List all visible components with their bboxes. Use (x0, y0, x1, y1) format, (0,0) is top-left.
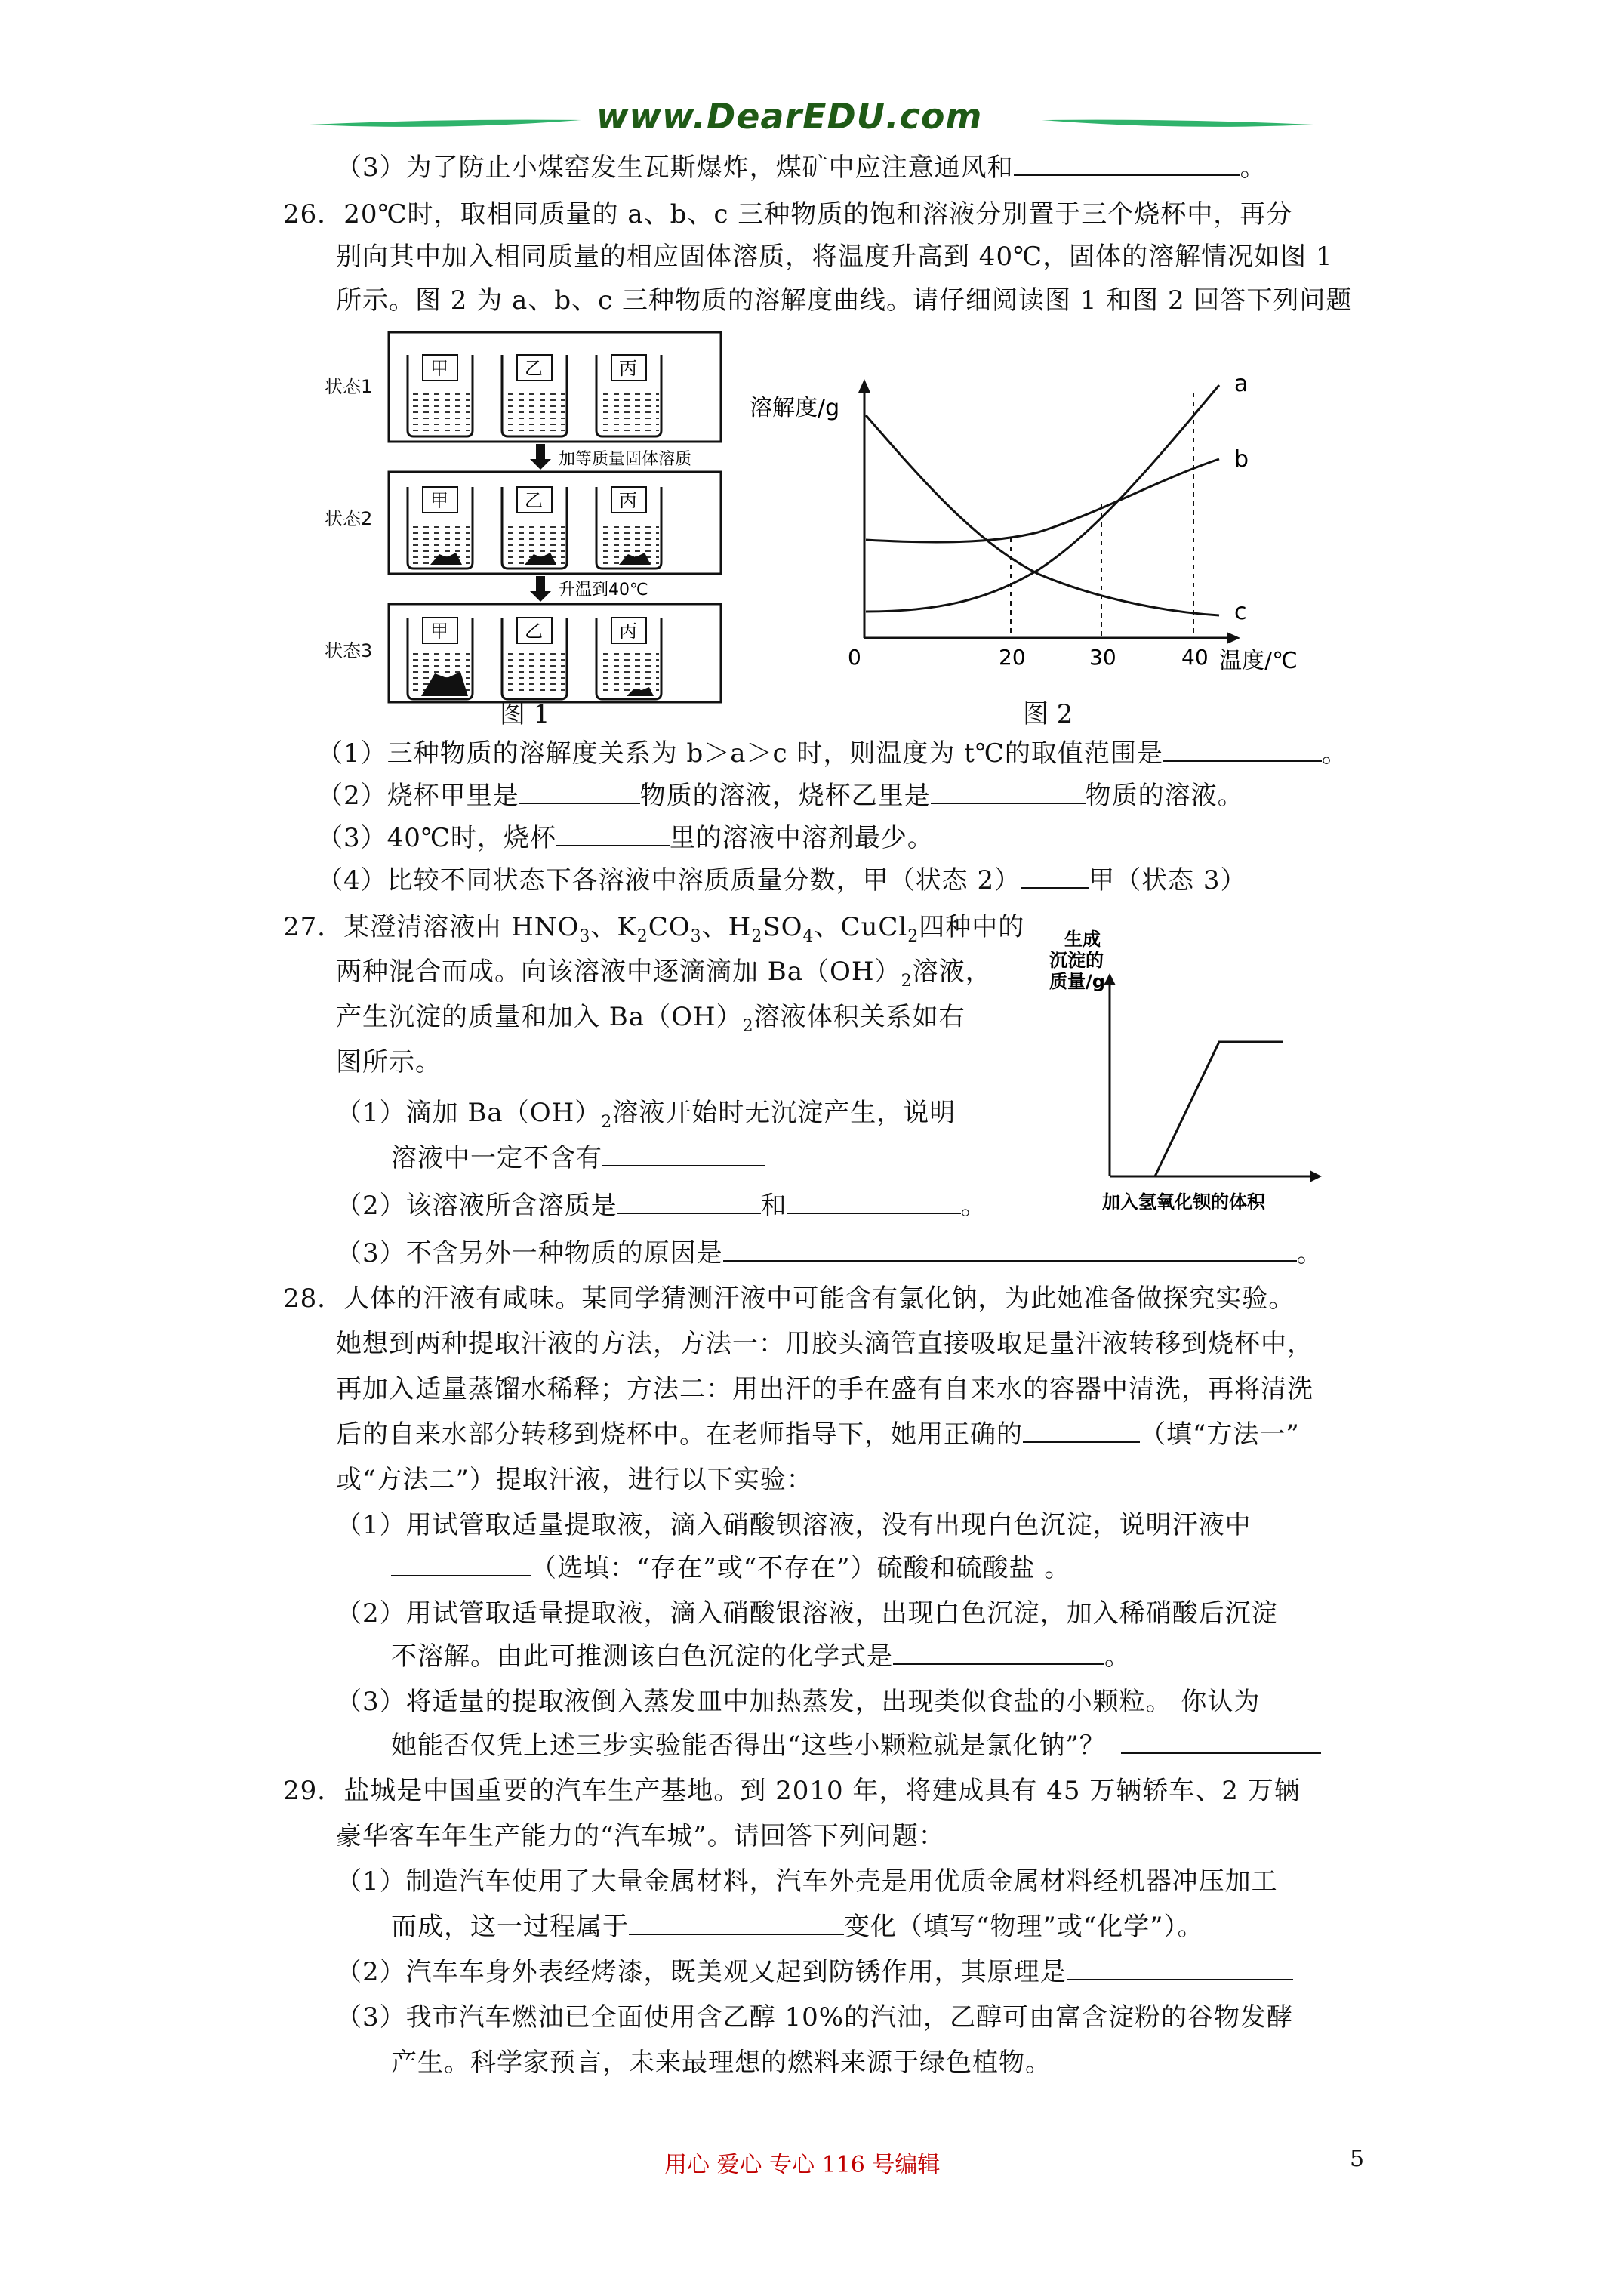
curve-a-label: a (1234, 371, 1249, 397)
state1-beaker-jia (408, 355, 473, 436)
q26-stem-line2: 别向其中加入相同质量的相应固体溶质，将温度升高到 40℃，固体的溶解情况如图 1 (336, 242, 1333, 272)
header-swoosh-right (1034, 102, 1321, 147)
arrow2-label: 升温到40℃ (559, 581, 648, 599)
q26-part2: （2）烧杯甲里是 物质的溶液，烧杯乙里是 物质的溶液。 (317, 781, 1244, 811)
fig2-tick-20: 20 (999, 645, 1026, 670)
state2-beaker-bing (596, 487, 661, 569)
q29-part1-line2: 而成，这一过程属于 变化（填写“物理”或“化学”）。 (391, 1912, 1204, 1942)
curve-a (866, 385, 1219, 612)
q28-part1-line1: （1）用试管取适量提取液，滴入硝酸钡溶液，没有出现白色沉淀，说明汗液中 (336, 1510, 1252, 1540)
graph-ylabel-2: 沉淀的 (1049, 950, 1104, 971)
fig2-ylabel: 溶解度/g (750, 395, 840, 421)
arrow-down-2 (530, 576, 551, 602)
beaker-label-yi: 乙 (525, 358, 543, 379)
state2-beaker-jia (408, 487, 473, 569)
state2-label: 状态2 (325, 508, 373, 529)
q26-part3: （3）40℃时，烧杯 里的溶液中溶剂最少。 (317, 823, 934, 853)
q26-stem-line3: 所示。图 2 为 a、b、c 三种物质的溶解度曲线。请仔细阅读图 1 和图 2 回答下列问题 (336, 285, 1353, 316)
q25-part3 (336, 151, 1267, 184)
q28-part3-line1: （3）将适量的提取液倒入蒸发皿中加热蒸发，出现类似食盐的小颗粒。 你认为 (336, 1687, 1261, 1717)
svg-text:甲: 甲 (430, 490, 448, 511)
state3-beaker-bing (596, 618, 661, 699)
svg-text:丙: 丙 (619, 621, 637, 642)
fig2-xlabel: 温度/℃ (1219, 648, 1298, 674)
figure-precipitate-graph (1034, 929, 1351, 1216)
figure-2-solubility-curves (736, 370, 1325, 687)
q27-stem-line3: 产生沉淀的质量和加入 $Ba(OH)_2$溶液体积关系如右 (336, 1002, 965, 1036)
q28-line4: 后的自来水部分转移到烧杯中。在老师指导下，她用正确的 （填“方法一” (336, 1419, 1300, 1450)
answer-blank[interactable] (893, 1641, 1104, 1665)
svg-text:乙: 乙 (525, 621, 543, 642)
answer-blank[interactable] (1163, 738, 1322, 762)
q28-line3: 再加入适量蒸馏水稀释；方法二：用出汗的手在盛有自来水的容器中清洗，再将清洗 (336, 1374, 1313, 1404)
q28-line1: 28．人体的汗液有咸味。某同学猜测汗液中可能含有氯化钠，为此她准备做探究实验。 (283, 1284, 1295, 1314)
q29-line1: 29．盐城是中国重要的汽车生产基地。到 2010 年，将建成具有 45 万辆轿车、2 万辆 (283, 1776, 1301, 1806)
precipitate-line (1155, 1042, 1283, 1176)
answer-blank[interactable] (556, 822, 670, 846)
q27-stem-line4: 图所示。 (336, 1047, 442, 1077)
svg-text:乙: 乙 (525, 490, 543, 511)
answer-blank[interactable] (602, 1142, 765, 1166)
state1-beaker-yi (502, 355, 567, 436)
graph-ylabel-3: 质量/g (1049, 971, 1105, 992)
q26-stem-line1: 26．20℃时，取相同质量的 a、b、c 三种物质的饱和溶液分别置于三个烧杯中，再分 (283, 199, 1293, 230)
arrow1-label: 加等质量固体溶质 (559, 450, 692, 469)
brand-logo: www.DearEDU.com (596, 96, 983, 137)
answer-blank[interactable] (1067, 1956, 1293, 1980)
q28-part2-line2: 不溶解。由此可推测该白色沉淀的化学式是 。 (391, 1641, 1131, 1672)
figure-2-caption: 图 2 (1023, 699, 1073, 729)
q28-line2: 她想到两种提取汗液的方法，方法一：用胶头滴管直接吸取足量汗液转移到烧杯中， (336, 1329, 1313, 1359)
curve-b (866, 459, 1219, 542)
fig2-origin: 0 (848, 645, 861, 670)
answer-blank[interactable] (391, 1552, 531, 1576)
figure-1-caption: 图 1 (500, 699, 550, 729)
q27-part1-line1: （1）滴加 $Ba(OH)_2$溶液开始时无沉淀产生，说明 (336, 1098, 956, 1132)
page-header (302, 94, 1329, 155)
q27-stem-line1: 27．某澄清溶液由 $HNO_3$、$K_2CO_3$、$H_2SO_4$、CuCl$_2$四种中的 (283, 912, 1025, 946)
fig2-tick-30: 30 (1089, 645, 1116, 670)
q29-part2: （2）汽车车身外表经烤漆，既美观又起到防锈作用，其原理是 (336, 1955, 1293, 1989)
q27-part3: （3）不含另外一种物质的原因是 。 (336, 1238, 1323, 1268)
q28-line5: 或“方法二”）提取汗液，进行以下实验： (336, 1465, 813, 1495)
answer-blank[interactable] (519, 780, 640, 804)
q28-part3-line2: 她能否仅凭上述三步实验能否得出“这些小颗粒就是氯化钠”？ (391, 1729, 1321, 1762)
state1-beaker-bing (596, 355, 661, 436)
state3-beaker-yi (502, 618, 567, 699)
q27-part1-line2: 溶液中一定不含有 (391, 1142, 765, 1175)
answer-blank[interactable] (787, 1190, 961, 1214)
curve-c-label: c (1234, 599, 1247, 625)
graph-ylabel-1: 生成 (1064, 929, 1101, 950)
q27-part2: （2）该溶液所含溶质是 和 。 (336, 1191, 987, 1221)
curve-c (866, 415, 1219, 615)
q27-stem-line2: 两种混合而成。向该溶液中逐滴滴加 $Ba(OH)_2$溶液， (336, 957, 992, 991)
state1-label: 状态1 (325, 376, 373, 397)
answer-blank[interactable] (617, 1190, 761, 1214)
q25-part3-end: 。 (1240, 153, 1267, 183)
beaker-label-jia: 甲 (430, 358, 448, 379)
svg-text:丙: 丙 (619, 490, 637, 511)
svg-text:甲: 甲 (430, 621, 448, 642)
header-swoosh-left (302, 102, 589, 147)
graph-xlabel: 加入氢氧化钡的体积 (1102, 1191, 1265, 1213)
q29-line2: 豪华客车年生产能力的“汽车城”。请回答下列问题： (336, 1821, 945, 1851)
arrow-down-1 (530, 444, 551, 470)
state3-label: 状态3 (325, 640, 373, 661)
state3-beaker-jia (408, 618, 473, 699)
q29-part3-line1: （3）我市汽车燃油已全面使用含乙醇 10%的汽油，乙醇可由富含淀粉的谷物发酵 (336, 2002, 1294, 2032)
q29-part3-line2: 产生。科学家预言，未来最理想的燃料来源于绿色植物。 (391, 2048, 1052, 2078)
q28-part1-line2: （选填：“存在”或“不存在”）硫酸和硫酸盐 。 (391, 1552, 1070, 1585)
answer-blank[interactable] (723, 1237, 1297, 1262)
page-number: 5 (1350, 2146, 1365, 2172)
fig2-tick-40: 40 (1181, 645, 1209, 670)
q25-part3-text: （3）为了防止小煤窑发生瓦斯爆炸，煤矿中应注意通风和 (336, 153, 1014, 183)
footer-editor-note: 用心 爱心 专心 116 号编辑 (664, 2152, 941, 2178)
state2-beaker-yi (502, 487, 567, 569)
answer-blank[interactable] (931, 780, 1086, 804)
q29-part1-line1: （1）制造汽车使用了大量金属材料，汽车外壳是用优质金属材料经机器冲压加工 (336, 1866, 1278, 1897)
answer-blank[interactable] (1121, 1730, 1321, 1754)
curve-b-label: b (1234, 446, 1249, 473)
answer-blank[interactable] (629, 1911, 844, 1935)
q28-part2-line1: （2）用试管取适量提取液，滴入硝酸银溶液，出现白色沉淀，加入稀硝酸后沉淀 (336, 1598, 1278, 1629)
answer-blank[interactable] (1014, 152, 1240, 176)
beaker-label-bing: 丙 (619, 358, 637, 379)
figure-1-beakers (317, 325, 740, 717)
answer-blank[interactable] (1021, 864, 1089, 889)
answer-blank[interactable] (1023, 1419, 1140, 1443)
q26-part4: （4）比较不同状态下各溶液中溶质质量分数，甲（状态 2） 甲（状态 3） (317, 865, 1247, 895)
q26-part1: （1）三种物质的溶解度关系为 b＞a＞c 时，则温度为 t℃的取值范围是 。 (317, 738, 1348, 769)
